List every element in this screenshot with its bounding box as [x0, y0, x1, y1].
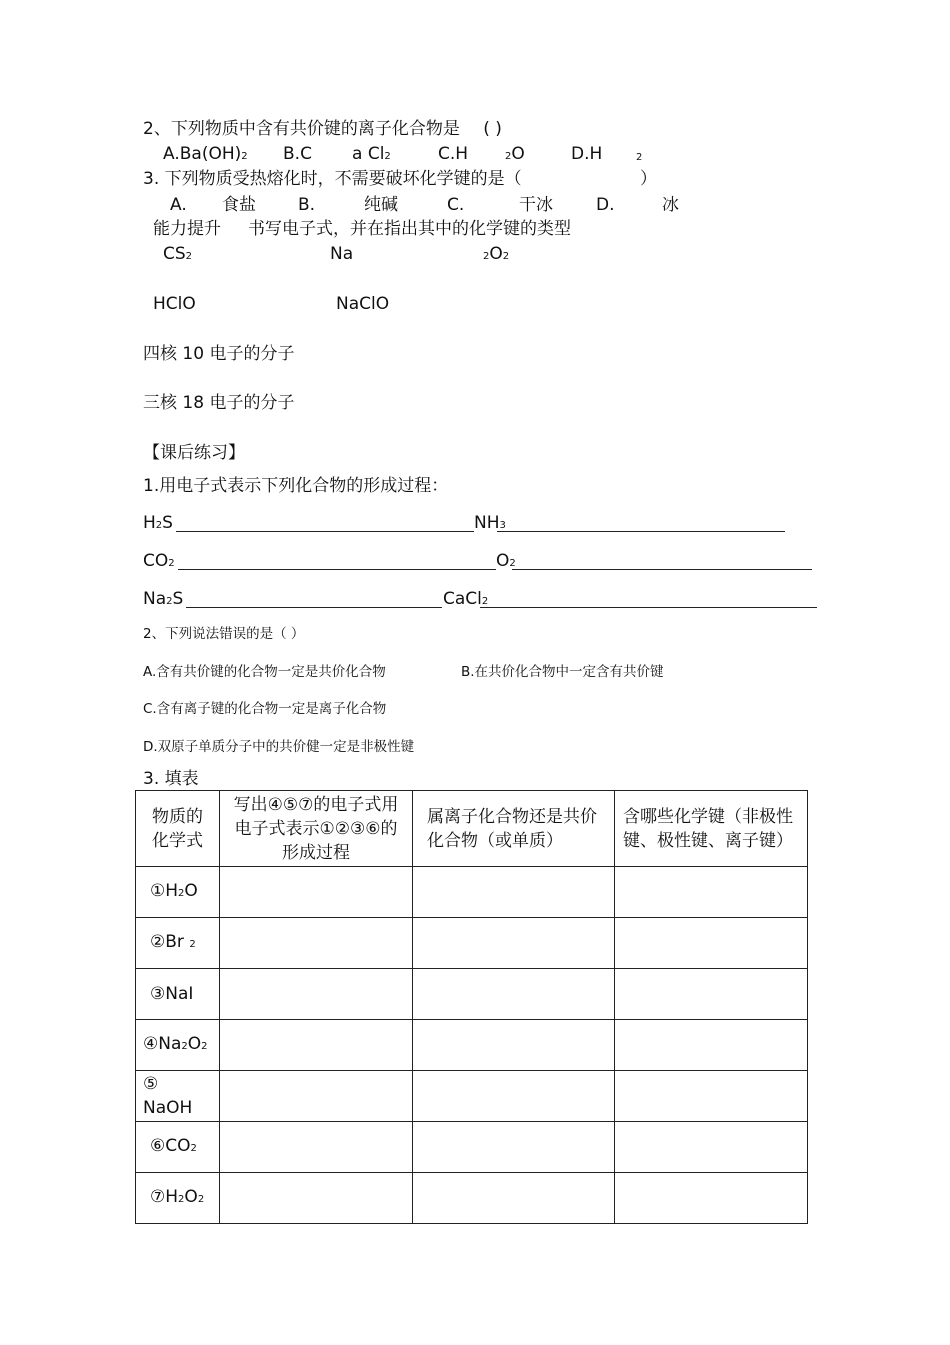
table-row	[136, 918, 808, 969]
table-cell[interactable]	[615, 1122, 808, 1173]
table-cell[interactable]	[220, 1020, 413, 1071]
ability-item-cs2: CS2	[163, 244, 193, 264]
ability-item-naclo: NaClO	[336, 294, 390, 314]
q3-option-d-text: 冰	[662, 195, 679, 215]
table-cell[interactable]	[615, 1071, 808, 1122]
table-cell[interactable]	[615, 867, 808, 918]
table-cell[interactable]	[220, 918, 413, 969]
hw-q2-option-a: A.含有共价键的化合物一定是共价化合物	[143, 664, 386, 680]
ability-instruction: 书写电子式，并在指出其中的化学键的类型	[248, 219, 571, 239]
table-row	[136, 1020, 808, 1071]
table-cell[interactable]	[413, 867, 615, 918]
hw-q1-h2s: H2S	[143, 513, 173, 533]
row-formula-co2: ⑥CO2	[136, 1122, 220, 1173]
header-bond-type: 含哪些化学键（非极性键、极性键、离子键）	[615, 791, 808, 867]
ability-item-o2: 2O2	[483, 244, 510, 264]
hw-q1-co2: CO2	[143, 551, 175, 571]
table-cell[interactable]	[413, 1071, 615, 1122]
table-cell[interactable]	[615, 1173, 808, 1224]
hw-q2-stem: 2、下列说法错误的是（ ）	[143, 626, 305, 642]
q2-option-d: D.H	[571, 144, 603, 164]
hw-q1-nh3-blank[interactable]	[497, 531, 785, 532]
q2-option-b-cont: a Cl2	[352, 144, 391, 164]
hw-q1-h2s-blank[interactable]	[176, 531, 474, 532]
hw-q2-option-d: D.双原子单质分子中的共价健一定是非极性键	[143, 739, 415, 755]
q3-option-a-text: 食盐	[222, 195, 256, 215]
table-cell[interactable]	[220, 969, 413, 1020]
header-compound-type: 属离子化合物还是共价化合物（或单质）	[413, 791, 615, 867]
table-cell[interactable]	[413, 969, 615, 1020]
row-formula-h2o2: ⑦H2O2	[136, 1173, 220, 1224]
table-cell[interactable]	[413, 918, 615, 969]
q3-paren-close: ）	[640, 169, 657, 189]
table-row	[136, 1173, 808, 1224]
hw-q1-na2s-blank[interactable]	[186, 607, 442, 608]
table-header-row	[136, 791, 808, 867]
row-formula-h2o: ①H2O	[136, 867, 220, 918]
hw-q1-cacl2-blank[interactable]	[480, 607, 817, 608]
hw-q1-nh3: NH3	[474, 513, 506, 533]
ability-item-4core: 四核 10 电子的分子	[143, 344, 295, 364]
hw-q1-o2: O2	[496, 551, 516, 571]
table-cell[interactable]	[413, 1020, 615, 1071]
q2-option-a: A.Ba(OH)2	[163, 144, 248, 164]
q2-option-b: B.C	[283, 144, 312, 164]
hw-q1-co2-blank[interactable]	[178, 569, 496, 570]
row-formula-na2o2: ④Na2O2	[136, 1020, 220, 1071]
q3-option-b-label: B.	[298, 195, 316, 215]
fill-table	[135, 790, 808, 1224]
homework-title: 【课后练习】	[143, 443, 245, 463]
hw-q1-o2-blank[interactable]	[512, 569, 812, 570]
hw-q1-stem: 1.用电子式表示下列化合物的形成过程：	[143, 476, 449, 496]
hw-q2-option-b: B.在共价化合物中一定含有共价键	[461, 664, 664, 680]
q3-stem: 3. 下列物质受热熔化时，不需要破坏化学键的是（	[143, 169, 522, 189]
table-cell[interactable]	[220, 1122, 413, 1173]
q3-option-b-text: 纯碱	[364, 195, 398, 215]
row-formula-br2: ②Br 2	[136, 918, 220, 969]
table-row	[136, 867, 808, 918]
table-cell[interactable]	[220, 1071, 413, 1122]
table-cell[interactable]	[413, 1122, 615, 1173]
row-formula-nai: ③NaI	[136, 969, 220, 1020]
table-cell[interactable]	[615, 1020, 808, 1071]
row-formula-naoh: ⑤ NaOH	[136, 1071, 220, 1122]
header-formula: 物质的化学式	[136, 791, 220, 867]
header-electron-formula: 写出④⑤⑦的电子式用电子式表示①②③⑥的形成过程	[220, 791, 413, 867]
q2-option-c-cont: 2O	[505, 144, 525, 164]
hw-q1-na2s: Na2S	[143, 589, 184, 609]
table-row	[136, 1071, 808, 1122]
table-cell[interactable]	[615, 969, 808, 1020]
ability-item-na: Na	[330, 244, 354, 264]
table-cell[interactable]	[615, 918, 808, 969]
table-cell[interactable]	[220, 1173, 413, 1224]
q3-option-c-label: C.	[447, 195, 465, 215]
table-cell[interactable]	[220, 867, 413, 918]
hw-q3-stem: 3. 填表	[143, 769, 199, 789]
q3-option-a-label: A.	[170, 195, 187, 215]
ability-item-hclo: HClO	[153, 294, 196, 314]
q2-stem: 2、下列物质中含有共价键的离子化合物是 ( )	[143, 119, 502, 139]
q2-paren: ( )	[483, 119, 502, 139]
hw-q1-cacl2: CaCl2	[443, 589, 489, 609]
table-row	[136, 1122, 808, 1173]
table-row	[136, 969, 808, 1020]
hw-q2-option-c: C.含有离子键的化合物一定是离子化合物	[143, 701, 387, 717]
ability-item-3core: 三核 18 电子的分子	[143, 393, 295, 413]
q2-option-d-sub: 2	[636, 152, 643, 163]
q3-option-c-text: 干冰	[519, 195, 553, 215]
table-cell[interactable]	[413, 1173, 615, 1224]
q3-option-d-label: D.	[596, 195, 615, 215]
q2-option-c: C.H	[438, 144, 469, 164]
ability-heading: 能力提升	[153, 219, 221, 239]
